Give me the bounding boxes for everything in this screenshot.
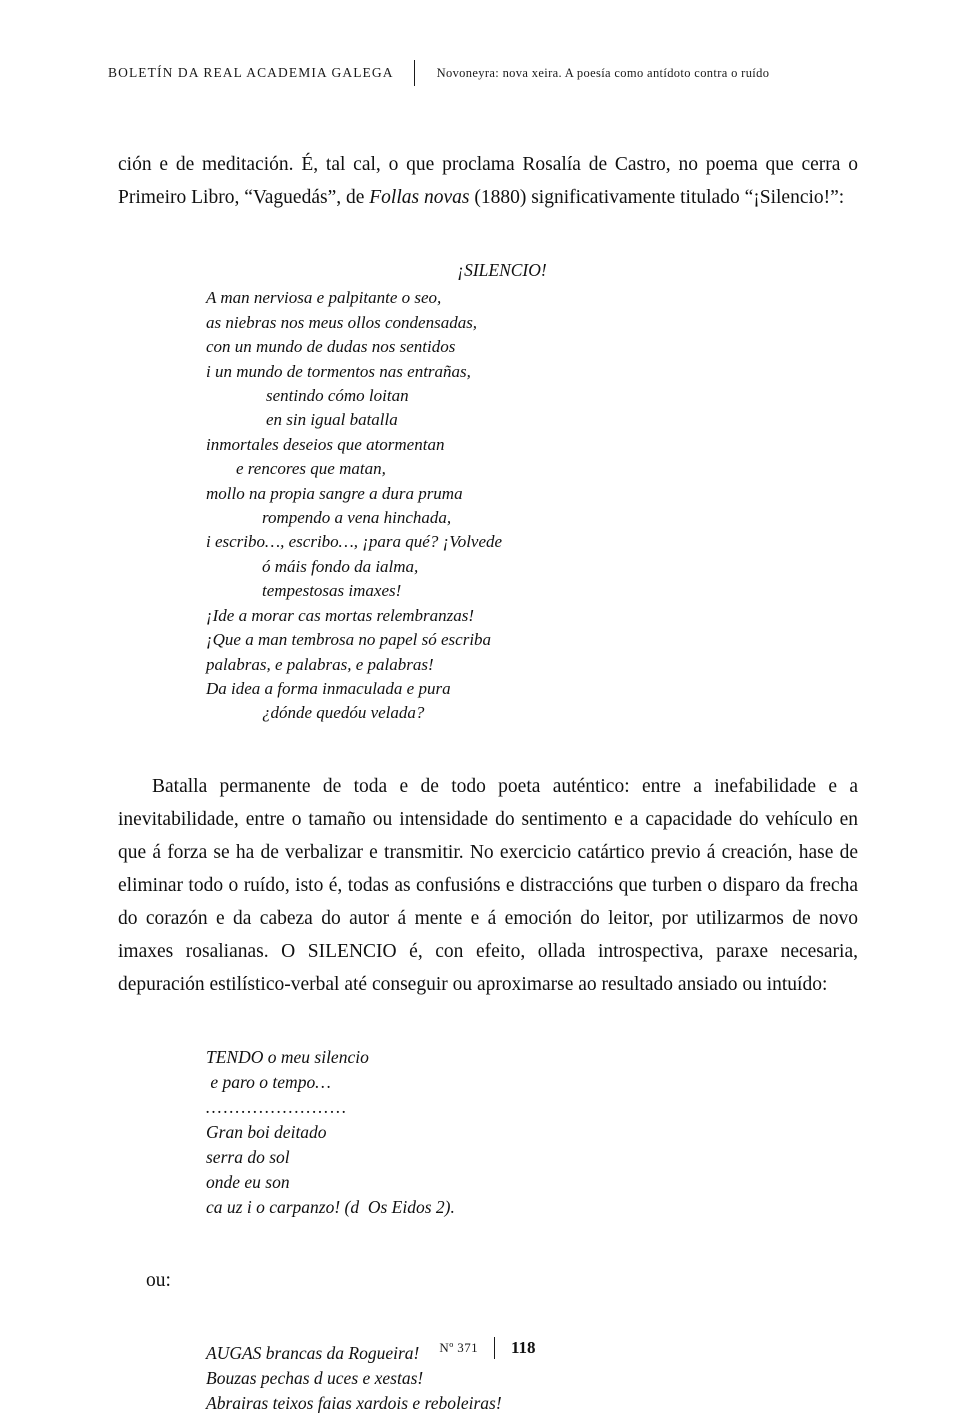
paragraph-text-b: (1880) significativamente titulado “¡Silencio!”: — [469, 187, 845, 208]
poem-line: mollo na propia sangre a dura pruma — [206, 483, 463, 503]
poem-line: Abrairas teixos faias xardois e reboleiras! — [206, 1392, 502, 1413]
poem-line: e paro o tempo… — [206, 1071, 331, 1092]
paragraph-continuation — [118, 148, 858, 214]
running-head-journal: BOLETÍN DA REAL ACADEMIA GALEGA — [108, 65, 394, 80]
poem-line: ca uz i o carpanzo! (d Os Eidos 2). — [206, 1196, 455, 1217]
paragraph-text-a: ción e de meditación. É, tal cal, o que proclama Rosalía de Castro, no poema que cerra o Primeiro Libro, “Vaguedás”, de — [118, 154, 858, 208]
page-footer — [0, 1337, 975, 1359]
poem-line: Da idea a forma inmaculada e pura — [206, 678, 451, 698]
poem-line: tempestosas imaxes! — [262, 581, 402, 601]
poem-title: ¡SILENCIO! — [457, 260, 547, 280]
poem-line: i escribo…, escribo…, ¡para qué? ¡Volvede — [206, 532, 503, 552]
poem-line: rompendo a vena hinchada, — [262, 508, 452, 528]
poem-line: AUGAS brancas da Rogueira! — [206, 1342, 420, 1363]
poem-line: onde eu son — [206, 1171, 290, 1192]
poem-line: i un mundo de tormentos nas entrañas, — [206, 361, 471, 381]
poem-line: ¿dónde quedóu velada? — [262, 703, 425, 723]
footer-divider — [494, 1337, 495, 1359]
spacer — [118, 1220, 858, 1264]
poem-line: en sin igual batalla — [266, 410, 398, 430]
poem-line: e rencores que matan, — [236, 459, 386, 479]
running-head-article-title: Novoneyra: nova xeira. A poesía como antídoto contra o ruído — [436, 65, 770, 80]
poem-line: Gran boi deitado — [206, 1121, 327, 1142]
poem-line: con un mundo de dudas nos sentidos — [206, 337, 456, 357]
spacer — [118, 214, 858, 258]
running-head — [108, 58, 867, 88]
spacer — [118, 1001, 858, 1045]
poem-silencio — [206, 258, 858, 726]
poem-line: TENDO o meu silencio — [206, 1046, 369, 1067]
connector-ou: ou: — [146, 1269, 171, 1291]
page-body — [118, 148, 858, 1416]
paragraph-batalla: Batalla permanente de toda e de todo poeta auténtico: entre a inefabilidade e a inevitabilidade, entre o tamaño ou intensidade do sentimento e a capacidade do vehículo en que á forza se ha de verbalizar e transmitir. No exercicio catártico previo á creación, hase de eliminar todo o ruído, isto é, todas as confusións e distraccións que turben o disparo da frecha do corazón e da cabeza do autor á mente e á emoción do leitor, por utilizarmos de novo imaxes rosalianas. O SILENCIO é, con efeito, ollada introspectiva, paraxe necesaria, depuración estilístico-verbal até conseguir ou aproximarse ao resultado ansiado ou intuído: — [118, 775, 858, 995]
poem-line: palabras, e palabras, e palabras! — [206, 654, 434, 674]
spacer — [118, 1297, 858, 1341]
poem-line: serra do sol — [206, 1146, 290, 1167]
spacer — [118, 726, 858, 770]
poem-line: ¡Que a man tembrosa no papel só escriba — [206, 630, 492, 650]
poem-line: ó máis fondo da ialma, — [262, 556, 419, 576]
issue-number: Nº 371 — [439, 1340, 478, 1355]
book-title-follas-novas: Follas novas — [369, 187, 470, 208]
poem-line: inmortales deseios que atormentan — [206, 434, 445, 454]
poem-line-ellipsis: …………………… — [206, 1096, 349, 1117]
poem-line: ¡Ide a morar cas mortas relembranzas! — [206, 605, 475, 625]
poem-line: sentindo cómo loitan — [266, 386, 409, 406]
poem-line: A man nerviosa e palpitante o seo, — [206, 288, 442, 308]
poem-line: Bouzas pechas d uces e xestas! — [206, 1367, 424, 1388]
page-number: 118 — [511, 1338, 536, 1357]
poem-tendo — [206, 1045, 858, 1220]
running-head-divider — [414, 60, 415, 86]
poem-line: as niebras nos meus ollos condensadas, — [206, 312, 478, 332]
